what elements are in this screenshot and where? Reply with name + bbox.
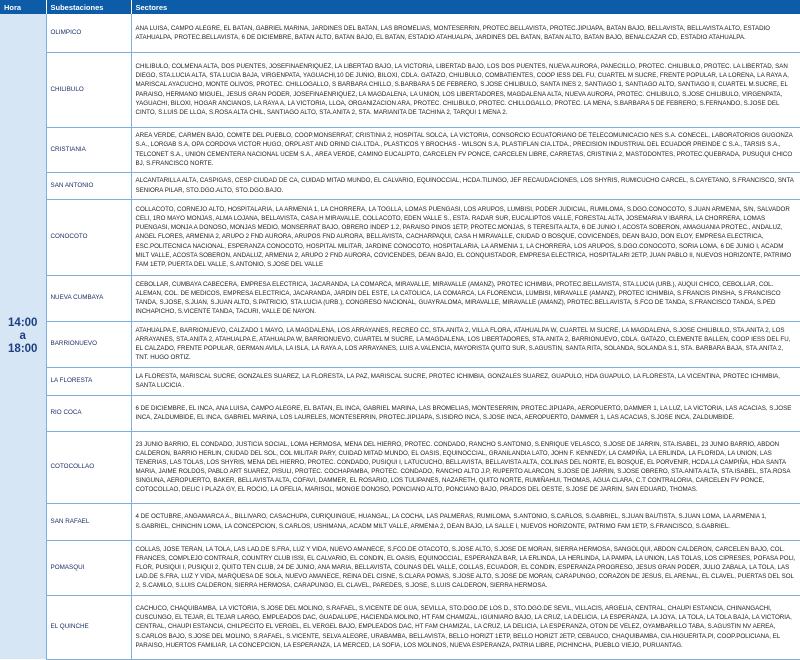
sectors-text: 6 DE DICIEMBRE, EL INCA, ANA LUISA, CAMPO ALEGRE, EL BATAN, EL INCA, GABRIEL MARINA, LAS BROMELIAS, MONTESERRIN, PROTEC.JIPIJAPA, AEROPUERTO, DAMMER 1, LA LUZ, LA VICTORIA, LAS ACACIAS, S.JOSE INCA, ZALDUMBIDE, EL INCA, GABRIEL MARINA, LOS LAURELES, MONTESERRIN, PROTEC.JIPIJAPA, S.ISIDRO INCA, S.JOSE INCA, AEROPUERTO, DAMMER 1, LAS ACACIAS, S.JOSE INCA, ZALDUMBIDE. [131, 395, 800, 431]
time-end: 18:00 [8, 343, 38, 355]
table-row [0, 540, 800, 595]
time-range-cell [0, 14, 46, 659]
time-separator: a [19, 330, 26, 342]
sectors-text: COLLAS, JOSE TERAN, LA TOLA, LAS LAD.DE S.FRA, LUZ Y VIDA, NUEVO AMANECE, S.FCO.DE OTACOTO, S.JOSE ALTO, S.JOSE DE MORAN, SIERRA HERMOSA, SANGOLQUI, ABDON CALDERON, CARCELEN BAJO, COL. FRANCES, COMPLEJO CONTRALR, COUNTRY CLUB ISSI, EL CALVARIO, EL CONDIN, EL OASIS, EQUINOCCIAL, ESPERANZA BAR, LA ERLINDA, LA HERLINDA, LA PAMPA, LA UNION, LAS TOLAS, LOS CIPRESES, POFASA POLI, FLOR, PUSIQUI I, PUSIQUI 2, QUITO TEN CLUB, 24 DE JUNIO, ANA MARIA, BELLAVISTA, COLINAS DEL VALLE, COLLAS, ECUADOR, EL CONDIN, ESPERANZA PROGRESO, JESUS GRAN PODER, JULIO ZABALA, LA TOLA, LAS LAD.DE S.FRA, LUZ Y VIDA, MARQUESA DE SOLA, NUEVO AMANECE, REINA DEL CISNE, S.CLARA POMAS, S.JOSE ALTO, S.JOSE DE MORAN, CARAPUNGO, CORAZON DE JESUS, EL ARENAL, EL CLAVEL, PUERTAS DEL SOL 2, S.CAMILO, S.LUIS CALDERON, SIERRA HERMOSA, CARAPUNGO, EL CLAVEL, PAREDES, S.JOSE, S.LUIS CALDERON, SIERRA HERMOSA. [131, 540, 800, 595]
substation-name: OLIMPICO [46, 14, 131, 52]
substation-name: CONOCOTO [46, 199, 131, 275]
substation-name: NUEVA CUMBAYA [46, 275, 131, 321]
table-row [0, 275, 800, 321]
header-subestaciones: Subestaciones [46, 0, 131, 14]
table-row [0, 431, 800, 503]
sectors-text: COLLACOTO, CORNEJO ALTO, HOSPITALARIA, LA ARMENIA 1, LA CHORRERA, LA TOGLLA, LOMAS PUENGASI, LOS ARUPOS, LUMBISI, PODER JUDICIAL, RUMILOMA, S.DGO.CONOCOTO, S.JUAN ARMENIA, S/N, SALVADOR CELI, 1RO MAYO MONJAS, ALMA LOJANA, BELLAVISTA, CASA H MIRAVALLE, COLLACOTO, EDEN VALLE S., ESTA. RADAR SUR, EUCALIPTOS VALLE, FORESTAL ALTA, JOSEMARIA V IBARRA, LA CHORRERA, LOMAS PUENGASI, MONJA A DONOSO, MONJAS MEDIO, MONSERRAT BAJO, OBRERO INDEP 1.2, PARAISO PINOS 1ETP, PROTEC.MONJAS, S TERESITA ALTA, 6 DE JUNIO I, ACOSTA SOBERON, AMAGUANIA PROTEC., ANDALUZ, ANGEL FLORES, ARMENIA 2, ARUPO 2 FND AURORA, ARUPOS FND AURORA, BELLAVISTA, CACHARPAQUI, CASA H MIRAVALLE, CIUDAD O BOSQUE, COVICENDES, DEAN BAJO, DON ELOY, EMPRESA ELECTRICA, ESC.POLITECNICA NACIONAL, ESPERANZA CONOCOTO, HOSPITAL MILITAR, JARDINE CONOCOTO, HOSPITALARIA, LA ARMENIA 1, LA CHORRERA, LOS ARUPOS, S.DGO.CONOCOTO, SORIA LOMA, 6 DE JUNIO I, ACADM MILT VALLE, ACOSTA SOBERON, ANDALUZ, ARMENIA 2, ARUPO 2 FND AURORA, COVICENDES, DEAN BAJO, EL CONQUISTADOR, EMPRESA ELECTRICA, HOSPITALARI 2ETP, JUAN PABLO II, NUEVOS HORIZONTE, PATRIMO FAM 1ETP, PUERTA DEL VALLE, S.ANTONIO, S.JOSE DEL VALLE [131, 199, 800, 275]
sectors-text: CACHUCO, CHAQUIBAMBA, LA VICTORIA, S.JOSE DEL MOLINO, S.RAFAEL, S.VICENTE DE GUA, SEVILLA, STO.DGO.DE LOS D., STO.DGO.DE SEVIL, VILLACIS, ARGELIA, CENTRAL, CHAUPI ESTANCIA, CHINANGACHI, CUSCUNGO, EL TEJAR, EL TEJAR LARGO, EMPLEADOS DAC, GUADALUPE, HACIENDA MOLINO, HT FAM CHAMIZAL, IGUINIARO BAJO, LA CRUZ, LA DELICIA, LA ESPERANZA, LA JOYA, LA TOLA, LA TOLA BAJA, LA VICTORIA, CENTRAL, CHAUPI ESTANCIA, CHILPECITO EL VERGEL, EL VERGEL BAJO, EMPLEADOS DAC, HT FAM CHAMIZAL, LA CRUZ, LA DELICIA, LA ESPERANZA, OTON DE VELEZ, OYAMBARILLO TABA, S.AGUSTIN NV AEREA, S.CARLOS BAJO, S.JOSE DEL MOLINO, S.RAFAEL, S.VICENTE, SELVA ALEGRE, URABAMBA, BELLAVISTA, BELLO HORIZT 1ETP, BELLO HORIZT 2ETP, CEBAUCO, CHAQUIBAMBA, CIA.HIGUERITA.PI, COOP.POLICIANA, EL PARAISO, HUERTOS FAMILIAR, LA CONCEPCION, LA ESPERANZA, LA MERCED, LA SOFIA, LOS MOLINOS, NUEVA ESPERANZA, PATRIA LIBRE, PICHINCHA, PUEBLO VIEJO, PURUANTAG. [131, 595, 800, 659]
sectors-text: 4 DE OCTUBRE, ANGAMARCA A., BILLIVARO, CASACHUPA, CURIQUINGUE, HUANGAL, LA COCHA, LAS PALMERAS, RUMILOMA, S.ANTONIO, S.CARLOS, S.GABRIEL, S.JUAN BAUTISTA, S.JUAN LOMA, LA ARMENIA 1, S.GABRIEL, CHINCHIN LOMA, LA CONCEPCION, S.CARLOS, USHIMANA, ACADM MILT VALLE, ARMENIA 2, DEAN BAJO, LA SALLE I, NUEVOS HORIZONTE, PATRIMO FAM 1ETP, S.FRANCISCO, S.GABRIEL. [131, 503, 800, 540]
sectors-text: AREA VERDE, CARMEN BAJO, COMITE DEL PUEBLO, COOP.MONSERRAT, CRISTINIA 2, HOSPITAL SOLCA, LA VICTORIA, CONSORCIO ECUATORIANO DE TELECOMUNICACIO NES S.A. CONECEL, LABORATORIOS GUGONZA S.A., LORGAB S.A, OPA CORDOVA VICTOR HUGO, ORPLAST AND ORIND CIA.LTDA., PLASTICOS Y BROCHAS - WILSON S.A, PLASTIFLAN CIA.LTDA., PRECISION INDUSTRIAL DEL ECUADOR PREINDE C S.A., TARSIS S.A., TELCONET S.A., UNION CEMENTERA NACIONAL UCEM S.A., AREA VERDE, CAMINO EUCALIPTO, CARCELEN FV PONCE, CARCELEN LIBRE, CARRETAS, CRISTINIA 2, MASTODONTES, PROTEC.QUEBRADA, PUSUQUI CHICO BJ, S.FRANCISCO NORTE. [131, 127, 800, 172]
table-row [0, 199, 800, 275]
substation-name: SAN RAFAEL [46, 503, 131, 540]
time-start: 14:00 [8, 317, 38, 329]
sectors-text: 23 JUNIO BARRIO, EL CONDADO, JUSTICIA SOCIAL, LOMA HERMOSA, MENA DEL HIERRO, PROTEC. CONDADO, RANCHO S.ANTONIO, S.ENRIQUE VELASCO, S.JOSE DE JARRIN, STA.ISABEL, 23 JUNIO BARRIO, ABDON CALDERON, BARRIO HERLIN, CIUDAD DEL SOL, COL MILITAR PARY, CUIDAD MITAD MUNDO, EL OASIS, EQUINOCCIAL, GRANILANDIA LATO, JOHN F. KENNEDY, LA CAMPIÑA, LA ERLINDA, LA FLORIDA, LA UNION, LAS TENERIAS, LAS TOLAS, LOS SHYRIS, MENA DEL HIERRO, PROTEC. CONDADO, PUSIQUI I, LATUCUCHO, BELLAVISTA, BELLAVISTA ALTA, COLINAS DEL NORTE, EL BOSQUE, EL PORVENIR, HCDA.LA CAMPIÑA, HDA SANTA MARIA, JAIME ROLDOS, PABLO ART SUAREZ, PISULI, PROTEC. COCHAPAMBA, PROTEC. CONDADO, RANCHO ALTO J.P, RUPERTO ALARCON, S.JOSE DE JARRIN, S.JOSE OBRERO, STA.ANITA ALTA, STA.ISABEL, STA.ROSA SINGUNA, AEROPUERTO, BAKER, BELLAVISTA ALTA, COFAVI, DAMMER, EL ROSARIO, LOS TULIPANES, NAZARETH, QUITO NORTE, RUMIÑAHUI, THOMAS, AGUA CLARA, C.T CONTRALORIA, CARCELEN FV PONCE, COTOCOLLAO, DELIC I PLAZA GY, EL ROCIO, LA OFELIA, MARISOL, MONGE DONOSO, PONCIANO ALTO, PONCIANO BAJO, PRADOS DEL OESTE, S.JOSE DE JARRIN, SAN EDUARD, THOMAS. [131, 431, 800, 503]
substation-name: RIO COCA [46, 395, 131, 431]
substation-name: CHILIBULO [46, 52, 131, 127]
table-header-row [0, 0, 800, 14]
substation-name: BARRIONUEVO [46, 321, 131, 367]
table-row [0, 172, 800, 199]
sectors-text: CEBOLLAR, CUMBAYA CABECERA, EMPRESA ELECTRICA, JACARANDA, LA COMARCA, MIRAVALLE, MIRAVALLE (AMANZ), PROTEC ICHIMBIA, PROTEC.BELLAVISTA, STA.LUCIA (URB.), AUQUI CHICO, CEBOLLAR, COL. ALEMAN, COL. DE MEDICOS, EMPRESA ELECTRICA, JACARANDA, JARDIN DEL ESTE, LA CATOLICA, LA COMARCA, LA FLORENCIA, LUMBISI, MIRAVALLE (AMANZ), PROTEC ICHIMBIA, S.FRANCIS PINSHA, S.FRANCISCO TANDA, S.JOSE, S.JUAN, S.JUAN ALTO, S.PATRICIO, STA.LUCIA (URB.), CONGRESO NACIONAL, GUAYRALOMA, MIRAVALLE, MIRAVALLE (AMANZ), PROTEC.BELLAVISTA, S.FCO DE TANDA, S.FRANCISCO TANDA, S.PED INCHAPICHO, S.VICENTE TANDA, TACURI, VALLE DE NAYON. [131, 275, 800, 321]
sectors-text: ATAHUALPA E, BARRIONUEVO, CALZADO 1 MAYO, LA MAGDALENA, LOS ARRAYANES, RECREO CC, STA.ANITA 2, VILLA FLORA, ATAHUALPA W, CUARTEL M SUCRE, LA MAGDALENA, S.JOSE CHILIBULO, STA.ANITA 2, LOS ARRAYANES, STA.ANITA 2, ATAHUALPA E, ATAHUALPA W, BARRIONUEVO, CUARTEL M SUCRE, LA MAGDALENA, LOS LIBERTADORES, STA.ANITA 2, BARRIONUEVO, CDLA. GATAZO, CLEMENTE BALLEN, COOP IESS DEL FU, EL CALZADO, FRENTE POPULAR, GERMAN AVILA, LA ISLA, LA RAYA A, LOS ARRAYANES, LUIS A.VALENCIA, MAYORISTA QUITO SUR, S.AGUSTIN, SANTA RITA, SOLANDA, SOLANDA S.1, STA. BARBARA BAJA, STA.ANITA 2, TNT. HUGO ORTIZ. [131, 321, 800, 367]
table-row [0, 321, 800, 367]
substation-name: SAN ANTONIO [46, 172, 131, 199]
substation-name: EL QUINCHE [46, 595, 131, 659]
substation-name: LA FLORESTA [46, 367, 131, 395]
table-row [0, 503, 800, 540]
table-row [0, 127, 800, 172]
substation-name: CRISTIANIA [46, 127, 131, 172]
table-row [0, 595, 800, 659]
table-row [0, 367, 800, 395]
sectors-text: ANA LUISA, CAMPO ALEGRE, EL BATAN, GABRIEL MARINA, JARDINES DEL BATAN, LAS BROMELIAS, MONTESERRIN, PROTEC.BELLAVISTA, PROTEC.JIPIJAPA, BATAN BAJO, BELLAVISTA, BELLAVISTA ALTO, ESTADIO ATAHUALPA, PROTEC.BELLAVISTA, 6 DE DICIEMBRE, BATAN ALTO, BATAN BAJO, EL BATAN, ESTADIO ATAHUALPA, JARDINES DEL BATAN, BATAN ALTO, BATAN BAJO, BENALCAZAR CD, ESTADIO ATAHUALPA. [131, 14, 800, 52]
header-sectores: Sectores [131, 0, 800, 14]
table-row [0, 52, 800, 127]
header-hora: Hora [0, 0, 46, 14]
substation-name: POMASQUI [46, 540, 131, 595]
substation-name: COTOCOLLAO [46, 431, 131, 503]
sectors-text: LA FLORESTA, MARISCAL SUCRE, GONZALES SUAREZ, LA FLORESTA, LA PAZ, MARISCAL SUCRE, PROTEC ICHIMBIA, GONZALES SUAREZ, GUAPULO, HDA GUAPULO, LA FLORESTA, LA VICENTINA, PROTEC ICHIMBIA, SANTA LUCICIA . [131, 367, 800, 395]
table-row [0, 14, 800, 52]
table-row [0, 395, 800, 431]
sectors-text: ALCANTARILLA ALTA, CASPIGAS, CESP CIUDAD DE CA, CUIDAD MITAD MUNDO, EL CALVARIO, EQUINOCCIAL, HCDA.TILINGO, JEF RECAUDACIONES, LOS SHYRIS, RUMICUCHO CARCEL, S.CAYETANO, S.FRANCISCO, SNTA SENIORA PILAR, STO.DGO.ALTO, STO.DGO.BAJO. [131, 172, 800, 199]
sectors-text: CHILIBULO, COLMENA ALTA, DOS PUENTES, JOSEFINAENRIQUEZ, LA LIBERTAD BAJO, LA VICTORIA, LIBERTAD BAJO, LOS DOS PUENTES, NUEVA AURORA, PANECILLO, PROTEC. CHILIBULO, PROTEC. LA LIBERTAD, SAN DIEGO, STA.LUCIA ALTA, STA.LUCIA BAJA, VIRGENPATA, YAGUACHI,10 DE JUNIO, BILOXI, CDLA. GATAZO, CHILIBULO, COMBATIENTES, COOP IESS DEL FU, CUARTEL M SUCRE, FRENTE POPULAR, LA LORENA, LA RAYA A, MARISCAL AYACUCHO, MONTE OLIVOS, PROTEC. CHILLOGALLO, S BARBARA CHILLO, S.BARBARA 5 DE FEBRERO, S.JOSE CHILIBULO, SANTA INES 2, SANTIAGO 1, SANTIAGO ALTO, SANTIAGO II, CUARTEL M.SUCRE, EL PARAISO, HERMANO MIGUEL, JESUS GRAN PODER, JOSEFINAENRIQUEZ, LA MAGDALENA, LA UNION, LOS LIBERTADORES, MAGDALENA ALTA, NUEVA AURORA, PROTEC. CHILIBULO, S.JOSE CHILIBULO, VIRGENPATA, YAGUACHI, BILOXI, HOGAR ANCIANOS, LA RAYA A, LA VICTORIA, LLOA, ORGANIZACION ARA, PROTEC. CHILIBULO, PROTEC. CHILLOGALLO, PROTEC. LA MENA, S.BARBARA 5 DE FEBRERO, S.FERNANDO, S.JOSE DEL CINTO, S.LUIS DE LLOA, S.ROSA ALTA CHIL, SANTIAGO ALTO, STA.ANITA 2, STA. MARIANITA DE TACHINA 2, TARQUI 1 MENA 2. [131, 52, 800, 127]
